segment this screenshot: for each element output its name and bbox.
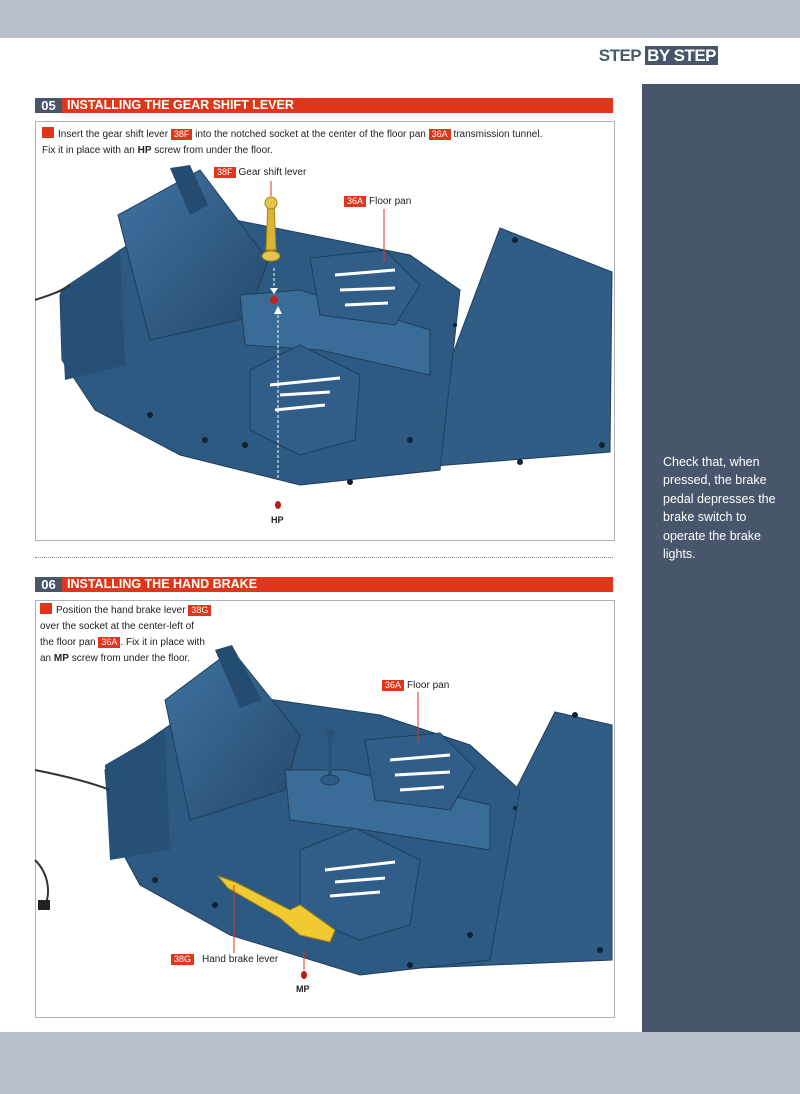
callout-floor-pan-05: 36A Floor pan [344,196,411,207]
step-05-number: 05 [35,98,62,113]
callout-hand-brake-lever: 38G Hand brake lever [171,954,278,965]
screw-label-mp: MP [296,984,310,994]
part-tag: 36A [429,129,451,140]
part-tag: 38G [188,605,211,616]
step-05-title: INSTALLING THE GEAR SHIFT LEVER [67,98,294,112]
step-05-instructions: Insert the gear shift lever 38F into the notched socket at the center of the floor pan 36A transmission tunnel. Fix it in place with an HP screw from under the floor. [42,129,543,156]
step-06-instructions: Position the hand brake lever 38G over the socket at the center-left of the floor pan 36A . Fix it in place with an MP screw from under the floor. [40,603,211,667]
page-header-title: STEP BY STEP [598,46,716,65]
step-06-number: 06 [35,577,62,592]
screw-label-hp: HP [271,515,284,525]
step-06-title: INSTALLING THE HAND BRAKE [67,577,258,591]
side-note: Check that, when pressed, the brake pedal depresses the brake switch to operate the brake lights. [663,455,776,562]
part-tag: 38F [171,129,193,140]
callout-floor-pan-06: 36A Floor pan [382,680,449,691]
part-tag: 36A [98,637,120,648]
callout-gear-shift-lever: 38F Gear shift lever [214,167,306,178]
